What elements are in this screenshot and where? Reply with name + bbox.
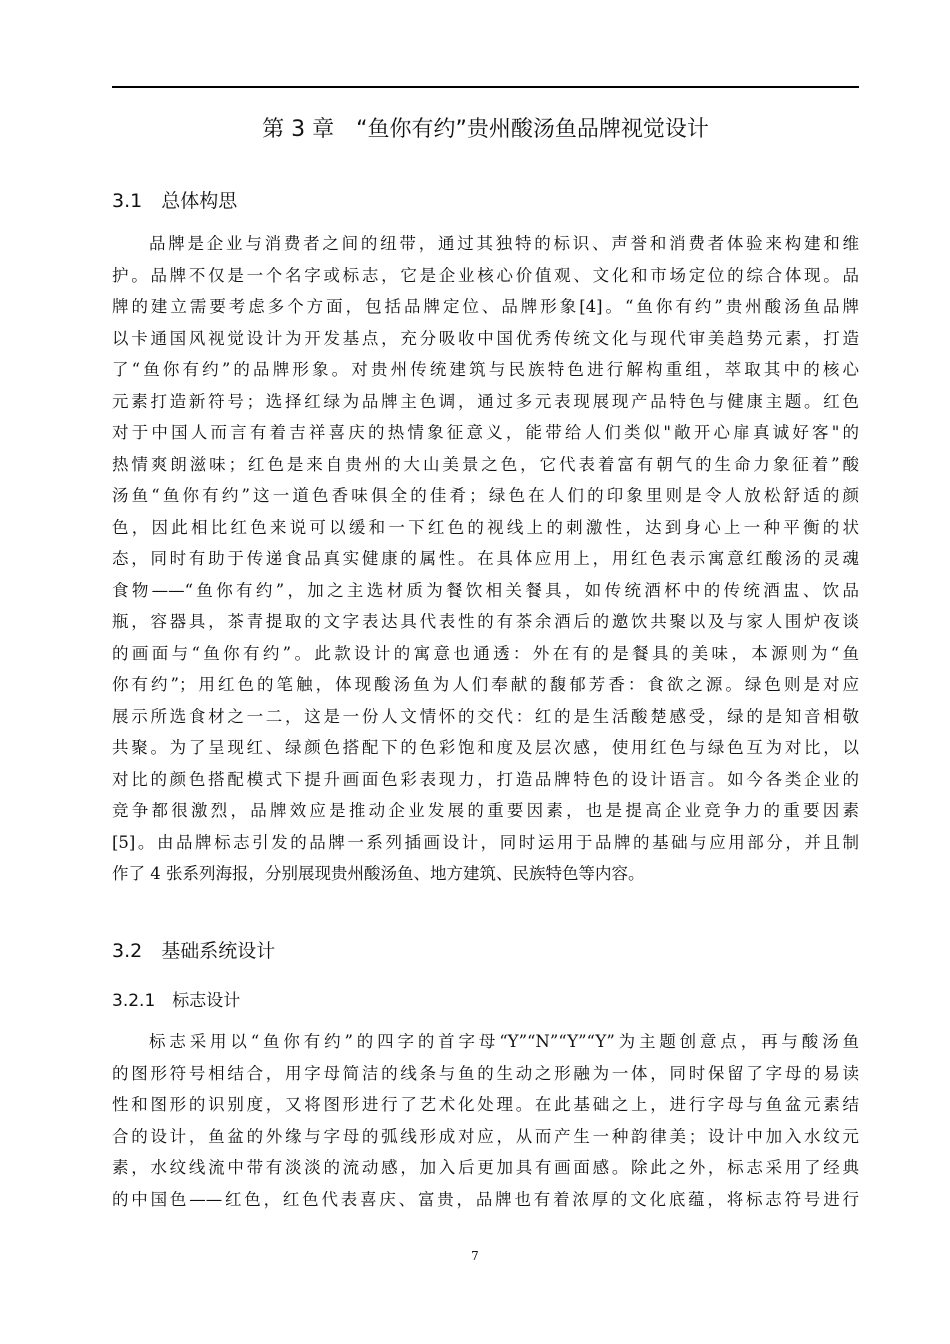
paragraph-logo-design (112, 1026, 859, 1215)
paragraph-line: 标志采用以“鱼你有约”的四字的首字母“Y”“N”“Y”“Y”为主题创意点，再与酸汤鱼 (149, 1032, 859, 1051)
paragraph-line: 性和图形的识别度，又将图形进行了艺术化处理。在此基础之上，进行字母与鱼盆元素结 (112, 1095, 859, 1114)
paragraph-line: 你有约”；用红色的笔触，体现酸汤鱼为人们奉献的馥郁芳香：食欲之源。绿色则是对应 (112, 675, 859, 694)
page-number: 7 (471, 1249, 479, 1263)
paragraph-line: 牌的建立需要考虑多个方面，包括品牌定位、品牌形象[4]。“鱼你有约”贵州酸汤鱼品牌 (112, 297, 859, 316)
paragraph-line: 护。品牌不仅是一个名字或标志，它是企业核心价值观、文化和市场定位的综合体现。品 (112, 265, 859, 285)
paragraph-line: 合的设计，鱼盆的外缘与字母的弧线形成对应，从而产生一种韵律美；设计中加入水纹元 (112, 1126, 859, 1146)
paragraph-line: 元素打造新符号；选择红绿为品牌主色调，通过多元表现展现产品特色与健康主题。红色 (112, 391, 859, 411)
chapter-title: 第 3 章 “鱼你有约”贵州酸汤鱼品牌视觉设计 (262, 117, 709, 142)
paragraph-line: 的图形符号相结合，用字母简洁的线条与鱼的生动之形融为一体，同时保留了字母的易读 (112, 1063, 859, 1083)
paragraph-line: 共聚。为了呈现红、绿颜色搭配下的色彩饱和度及层次感，使用红色与绿色互为对比，以 (112, 738, 859, 757)
paragraph-line: 食物——“鱼你有约”，加之主选材质为餐饮相关餐具，如传统酒杯中的传统酒盅、饮品 (112, 580, 859, 600)
subsection-heading-3-2-1: 3.2.1 标志设计 (112, 991, 241, 1011)
paragraph-line: 品牌是企业与消费者之间的纽带，通过其独特的标识、声誉和消费者体验来构建和维 (149, 234, 859, 253)
paragraph-line: 竞争都很激烈，品牌效应是推动企业发展的重要因素，也是提高企业竞争力的重要因素 (112, 801, 859, 820)
paragraph-line: 作了 4 张系列海报，分别展现贵州酸汤鱼、地方建筑、民族特色等内容。 (112, 864, 645, 883)
paragraph-line: 色，因此相比红色来说可以缓和一下红色的视线上的刺激性，达到身心上一种平衡的状 (112, 517, 859, 537)
paragraph-line: 态，同时有助于传递食品真实健康的属性。在具体应用上，用红色表示寓意红酸汤的灵魂 (112, 549, 859, 568)
paragraph-line: 素，水纹线流中带有淡淡的流动感，加入后更加具有画面感。除此之外，标志采用了经典 (112, 1158, 859, 1177)
paragraph-line: 热情爽朗滋味；红色是来自贵州的大山美景之色，它代表着富有朝气的生命力象征着”酸 (112, 454, 859, 474)
paragraph-line: [5]。由品牌标志引发的品牌一系列插画设计，同时运用于品牌的基础与应用部分，并且制 (112, 832, 859, 852)
paragraph-line: 了“鱼你有约”的品牌形象。对贵州传统建筑与民族特色进行解构重组，萃取其中的核心 (112, 360, 859, 379)
paragraph-line: 汤鱼“鱼你有约”这一道色香味俱全的佳肴；绿色在人们的印象里则是令人放松舒适的颜 (112, 486, 859, 505)
section-heading-3-1: 3.1 总体构思 (112, 190, 238, 212)
paragraph-line: 对于中国人而言有着吉祥喜庆的热情象征意义，能带给人们类似"敞开心扉真诚好客"的 (112, 423, 859, 442)
paragraph-overall-concept (112, 228, 859, 890)
paragraph-line: 的中国色——红色，红色代表喜庆、富贵，品牌也有着浓厚的文化底蕴，将标志符号进行 (112, 1189, 859, 1209)
paragraph-line: 瓶，容器具，茶青提取的文字表达具代表性的有茶余酒后的邀饮共聚以及与家人围炉夜谈 (112, 612, 859, 631)
paragraph-line: 展示所选食材之一二，这是一份人文情怀的交代：红的是生活酸楚感受，绿的是知音相敬 (112, 706, 859, 726)
paragraph-line: 对比的颜色搭配模式下提升画面色彩表现力，打造品牌特色的设计语言。如今各类企业的 (112, 769, 859, 789)
paragraph-line: 的画面与“鱼你有约”。此款设计的寓意也通透：外在有的是餐具的美味，本源则为“鱼 (112, 643, 859, 663)
paragraph-line: 以卡通国风视觉设计为开发基点，充分吸收中国优秀传统文化与现代审美趋势元素，打造 (112, 328, 859, 348)
header-rule (112, 86, 859, 88)
section-heading-3-2: 3.2 基础系统设计 (112, 940, 276, 962)
